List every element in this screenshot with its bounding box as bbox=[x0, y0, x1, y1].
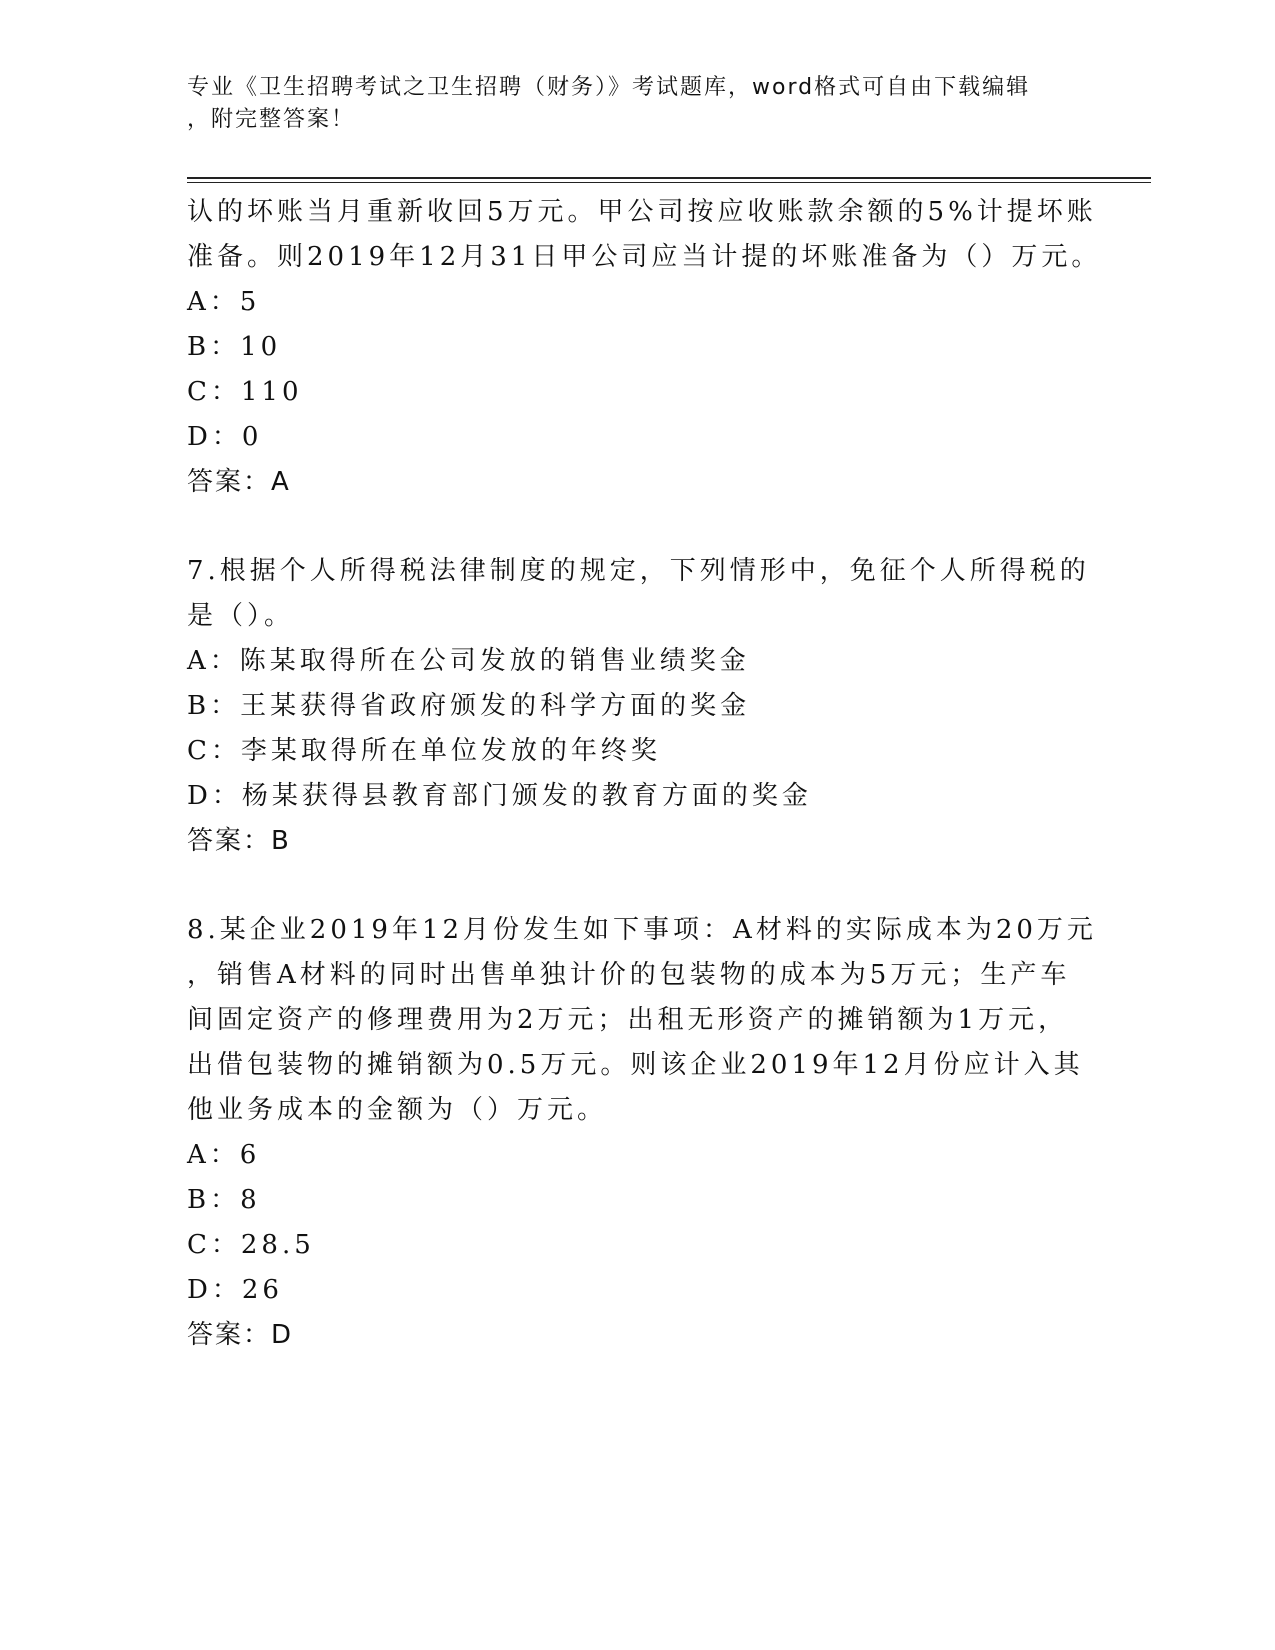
question-text-line: ，销售A材料的同时出售单独计价的包装物的成本为5万元；生产车 bbox=[187, 960, 1071, 990]
header-rule-thick bbox=[187, 177, 1151, 179]
header-line-2: ，附完整答案！ bbox=[187, 107, 356, 132]
question-list bbox=[187, 190, 1102, 1358]
option-b: B：10 bbox=[187, 332, 282, 362]
option-c: C：28.5 bbox=[187, 1230, 315, 1260]
question-7 bbox=[187, 549, 1090, 864]
question-text-line: 他业务成本的金额为（）万元。 bbox=[187, 1095, 608, 1125]
option-d: D：杨某获得县教育部门颁发的教育方面的奖金 bbox=[187, 781, 812, 811]
option-c: C：李某取得所在单位发放的年终奖 bbox=[187, 736, 661, 766]
question-text-line: 8.某企业2019年12月份发生如下事项：A材料的实际成本为20万元 bbox=[187, 915, 1097, 945]
option-a: A：陈某取得所在公司发放的销售业绩奖金 bbox=[187, 646, 750, 676]
option-d: D：0 bbox=[187, 422, 263, 452]
question-text-line: 间固定资产的修理费用为2万元；出租无形资产的摊销额为1万元， bbox=[187, 1005, 1069, 1035]
option-c: C：110 bbox=[187, 377, 303, 407]
header-line-1: 专业《卫生招聘考试之卫生招聘（财务）》考试题库，word格式可自由下载编辑 bbox=[187, 75, 1031, 100]
answer-label: 答案：D bbox=[187, 1320, 294, 1350]
spacer bbox=[187, 505, 1087, 549]
answer-label: 答案：B bbox=[187, 826, 291, 856]
question-6 bbox=[187, 190, 1102, 505]
question-text-line: 准备。则2019年12月31日甲公司应当计提的坏账准备为（）万元。 bbox=[187, 242, 1102, 272]
option-a: A：6 bbox=[187, 1140, 261, 1170]
option-b: B：王某获得省政府颁发的科学方面的奖金 bbox=[187, 691, 751, 721]
question-text-line: 认的坏账当月重新收回5万元。甲公司按应收账款余额的5%计提坏账 bbox=[187, 197, 1097, 227]
option-d: D：26 bbox=[187, 1275, 283, 1305]
question-text-line: 出借包装物的摊销额为0.5万元。则该企业2019年12月份应计入其 bbox=[187, 1050, 1084, 1080]
header-rule-thin bbox=[187, 182, 1151, 183]
document-header bbox=[187, 72, 1067, 136]
answer-label: 答案：A bbox=[187, 467, 291, 497]
spacer bbox=[187, 864, 1087, 908]
question-text-line: 7.根据个人所得税法律制度的规定，下列情形中，免征个人所得税的 bbox=[187, 556, 1090, 586]
question-text-line: 是（）。 bbox=[187, 601, 295, 631]
option-a: A：5 bbox=[187, 287, 261, 317]
option-b: B：8 bbox=[187, 1185, 261, 1215]
question-8 bbox=[187, 908, 1097, 1358]
